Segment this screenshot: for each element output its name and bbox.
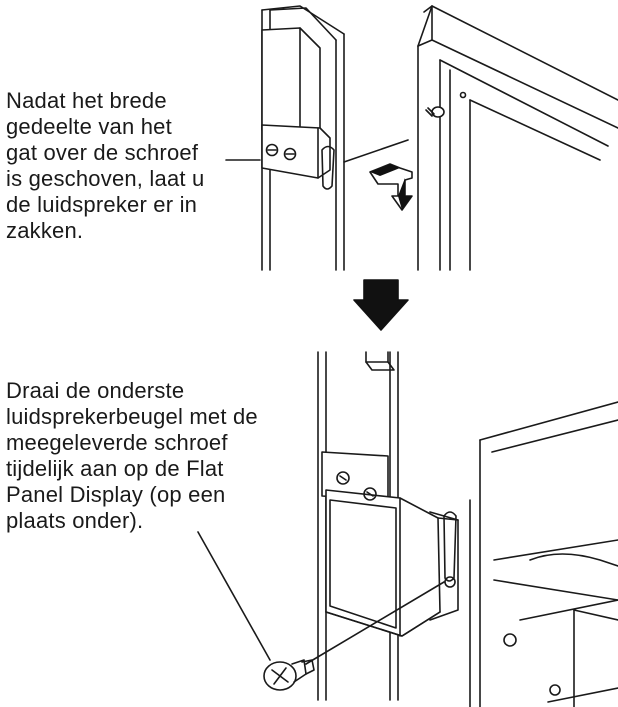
step-arrow-down (354, 280, 408, 330)
display-top (418, 6, 618, 270)
slide-down-arrow (370, 164, 412, 210)
display-bottom (470, 402, 618, 707)
bracket-top (262, 125, 334, 189)
step2-caption: Draai de onderste luidsprekerbeugel met de meegeleverde schroef tijdelijk aan op de Flat Panel Display (op een plaats onder). (6, 378, 258, 533)
leader-line-top-2 (344, 140, 408, 162)
leader-line-bottom (198, 532, 270, 660)
display-screw (426, 107, 444, 117)
step1-caption: Nadat het brede gedeelte van het gat over de schroef is geschoven, laat u de luidspreker er in zakken. (6, 88, 205, 243)
